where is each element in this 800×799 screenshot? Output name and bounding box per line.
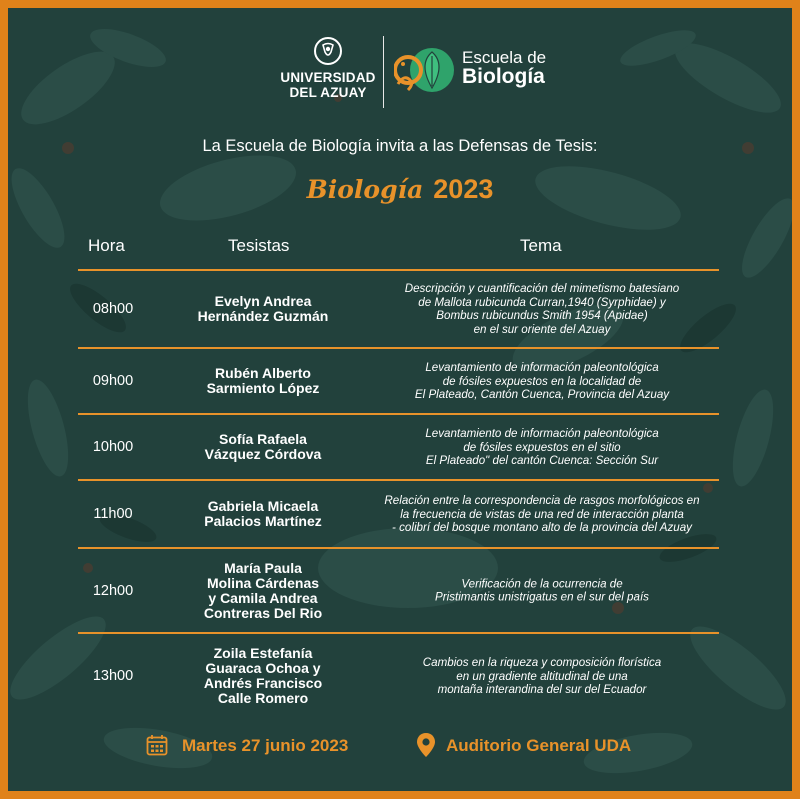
university-name-line2: DEL AZUAY xyxy=(289,85,367,100)
row-tesistas: Rubén Alberto Sarmiento López xyxy=(206,365,320,396)
row-tema: Verificación de la ocurrencia de Pristimantis unistrigatus en el sur del país xyxy=(435,577,649,604)
university-name-line1: UNIVERSIDAD xyxy=(280,70,376,85)
biology-logo xyxy=(394,44,458,98)
uda-logo xyxy=(313,36,343,66)
event-title-script: Biología xyxy=(306,175,424,204)
row-hora: 10h00 xyxy=(92,439,134,455)
row-hora: 11h00 xyxy=(93,506,133,522)
row-tesistas: Gabriela Micaela Palacios Martínez xyxy=(204,498,322,529)
table-row xyxy=(78,634,719,718)
table-row xyxy=(78,549,719,632)
event-footer xyxy=(8,732,792,762)
row-tema: Relación entre la correspondencia de rasgos morfológicos en la frecuencia de vistas de una red de interacción planta - colibrí del bosque montano alto de la provincia del Azuay xyxy=(384,493,700,534)
table-row xyxy=(78,481,719,547)
row-tesistas: Zoila Estefanía Guaraca Ochoa y Andrés Francisco Calle Romero xyxy=(203,645,323,706)
row-tema: Levantamiento de información paleontológica de fósiles expuestos en la localidad de El Plateado, Cantón Cuenca, Provincia del Azuay xyxy=(414,360,670,401)
logo-divider xyxy=(383,36,384,108)
table-row xyxy=(78,415,719,479)
row-tema: Cambios en la riqueza y composición florística en un gradiente altitudinal de una montaña interandina del sur del Ecuador xyxy=(422,655,662,696)
table-row xyxy=(78,271,719,347)
table-row xyxy=(78,349,719,413)
row-hora: 12h00 xyxy=(92,582,134,599)
row-tesistas: Sofía Rafaela Vázquez Córdova xyxy=(204,431,322,462)
row-hora: 13h00 xyxy=(92,668,134,684)
row-hora: 08h00 xyxy=(92,301,134,317)
header-tema: Tema xyxy=(520,236,562,255)
header-hora: Hora xyxy=(88,236,125,255)
row-tesistas: Evelyn Andrea Hernández Guzmán xyxy=(197,293,329,324)
school-logo xyxy=(394,44,547,102)
event-date: Martes 27 junio 2023 xyxy=(182,736,349,755)
event-location: Auditorio General UDA xyxy=(446,736,632,755)
row-tesistas: María Paula Molina Cárdenas y Camila Andrea Contreras Del Rio xyxy=(203,559,323,621)
invitation-text: La Escuela de Biología invita a las Defensas de Tesis: xyxy=(202,137,598,155)
calendar-icon xyxy=(146,734,168,756)
event-year: 2023 xyxy=(433,174,494,204)
school-name-line2: Biología xyxy=(462,65,545,88)
university-logo xyxy=(276,36,380,100)
header-tesistas: Tesistas xyxy=(228,236,290,255)
school-name-line1: Escuela de xyxy=(462,48,547,67)
row-hora: 09h00 xyxy=(92,373,134,389)
event-title xyxy=(8,174,792,205)
location-pin-icon xyxy=(416,732,436,758)
row-tema: Descripción y cuantificación del mimetismo batesiano de Mallota rubicunda Curran,1940 (Syrphidae) y Bombus rubicundus Smith 1954 (Apidae) en el sur oriente del Azuay xyxy=(404,282,680,336)
row-tema: Levantamiento de información paleontológica de fósiles expuestos en el sitio El Plateado" del cantón Cuenca: Sección Sur xyxy=(425,426,659,467)
